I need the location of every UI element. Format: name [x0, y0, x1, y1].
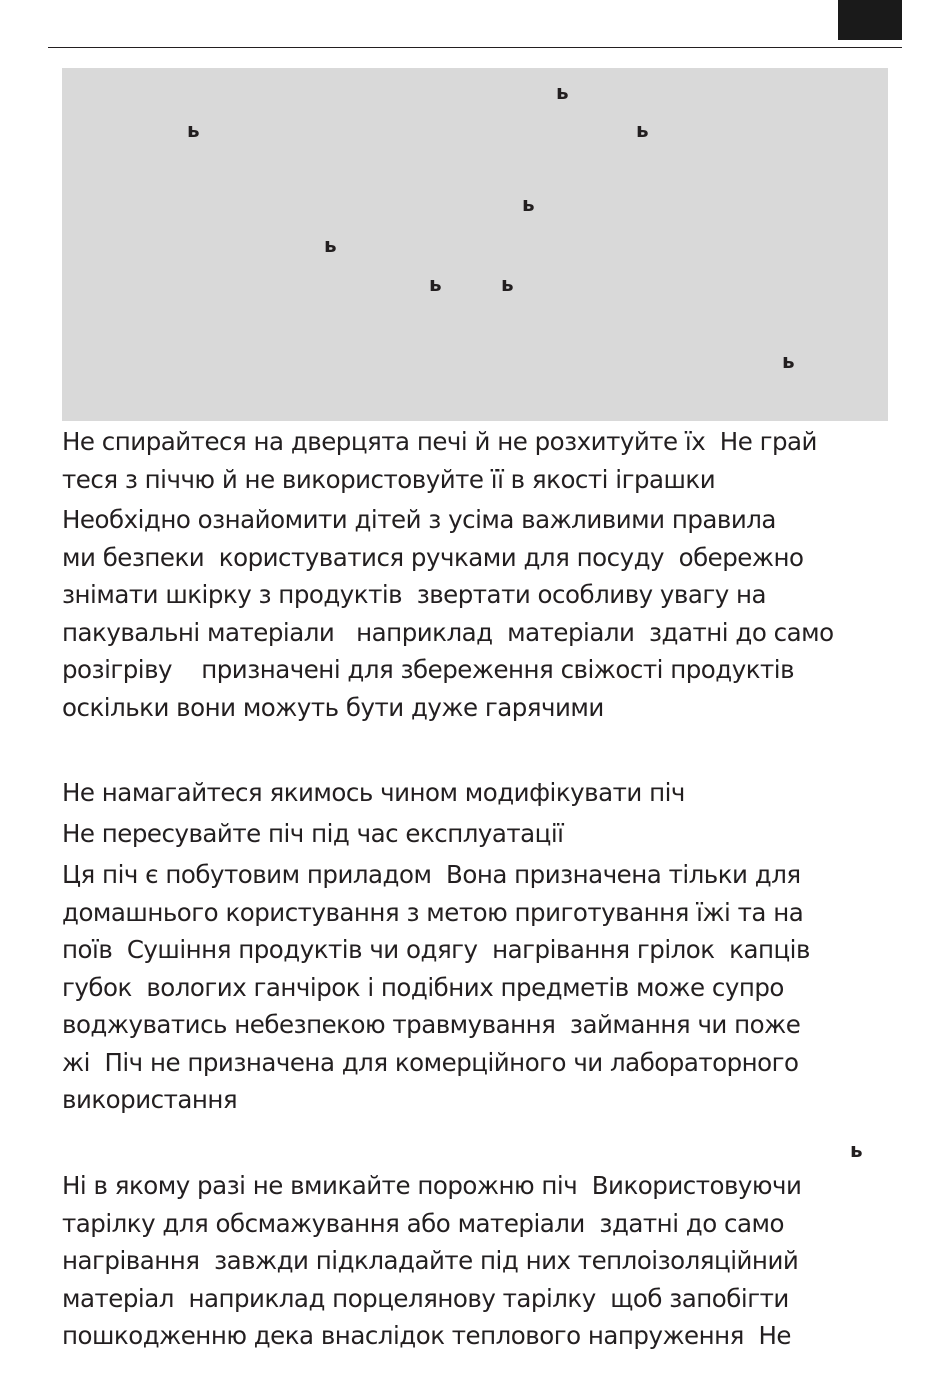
text-line: Не пересувайте піч під час експлуатації: [62, 819, 564, 848]
text-line: пакувальні матеріали наприклад матеріали здатні до само: [62, 617, 834, 647]
warning-glyph: ь: [501, 272, 514, 296]
margin-glyph: ь: [850, 1138, 863, 1162]
paragraph-door-warning: [62, 423, 817, 498]
text-line: Не намагайтеся якимось чином модифікувати піч: [62, 778, 685, 807]
warning-glyph: ь: [429, 272, 442, 296]
text-line: ми безпеки користуватися ручками для посуду обережно: [62, 542, 804, 572]
text-line: пошкодженню дека внаслідок теплового напруження Не: [62, 1321, 791, 1350]
paragraph-no-modification: [62, 774, 685, 812]
paragraph-empty-oven: [62, 1167, 801, 1355]
page-corner-tab: [838, 0, 902, 40]
warning-glyph: ь: [187, 118, 200, 142]
warning-glyph: ь: [782, 349, 795, 373]
header-rule: [48, 47, 902, 48]
text-line: Не спирайтеся на дверцята печі й не розхитуйте їх Не грай: [62, 427, 817, 456]
text-line: тарілку для обсмажування або матеріали здатні до само: [62, 1208, 784, 1238]
warning-glyph: ь: [522, 192, 535, 216]
text-line: теся з піччю й не використовуйте її в якості іграшки: [62, 464, 716, 494]
text-line: жі Піч не призначена для комерційного чи лабораторного: [62, 1047, 799, 1077]
warning-box: [62, 68, 888, 421]
text-line: Ця піч є побутовим приладом Вона призначена тільки для: [62, 860, 801, 889]
warning-glyph: ь: [324, 233, 337, 257]
paragraph-household-use: [62, 856, 810, 1119]
text-line: використання: [62, 1085, 238, 1114]
text-line: домашнього користування з метою приготування їжі та на: [62, 897, 804, 927]
text-line: поїв Сушіння продуктів чи одягу нагрівання грілок капців: [62, 935, 810, 964]
paragraph-no-moving: [62, 815, 563, 853]
text-line: Ні в якому разі не вмикайте порожню піч Використовуючи: [62, 1171, 802, 1200]
text-line: оскільки вони можуть бути дуже гарячими: [62, 692, 604, 722]
text-line: розігріву призначені для збереження свіжості продуктів: [62, 655, 795, 684]
warning-glyph: ь: [636, 118, 649, 142]
text-line: матеріал наприклад порцелянову тарілку щоб запобігти: [62, 1283, 789, 1313]
text-line: Необхідно ознайомити дітей з усіма важливими правила: [62, 505, 776, 534]
text-line: нагрівання завжди підкладайте під них теплоізоляційний: [62, 1246, 799, 1275]
text-line: знімати шкірку з продуктів звертати особливу увагу на: [62, 580, 767, 609]
text-line: воджуватись небезпекою травмування займання чи поже: [62, 1010, 801, 1039]
text-line: губок вологих ганчірок і подібних предметів може супро: [62, 972, 784, 1002]
paragraph-children-safety: [62, 501, 834, 726]
warning-glyph: ь: [556, 80, 569, 104]
